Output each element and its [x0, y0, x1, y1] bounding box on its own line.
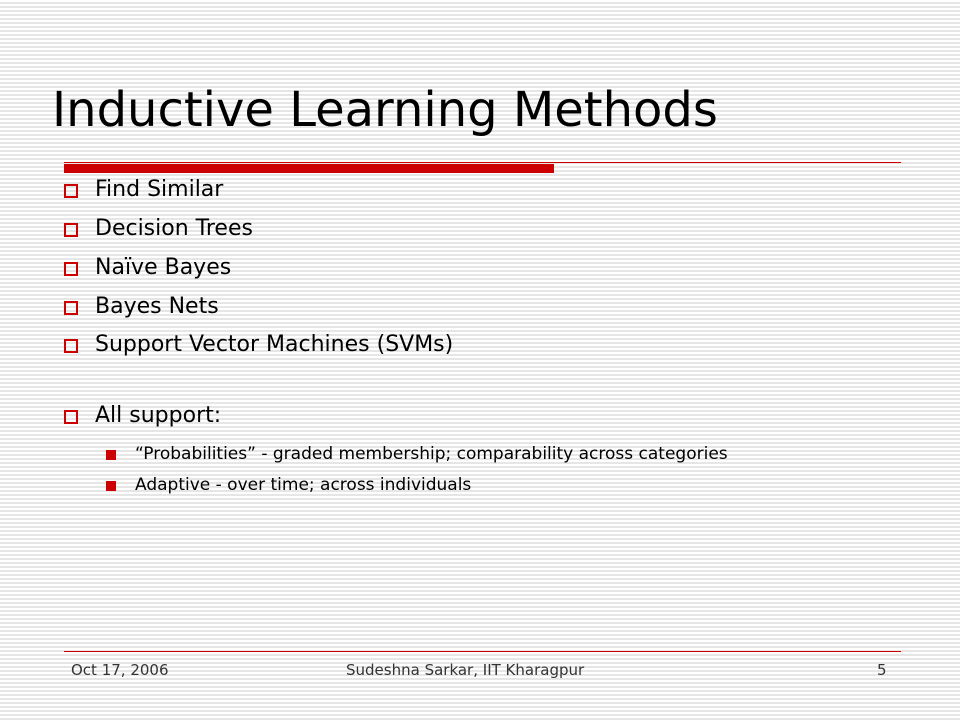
hollow-square-bullet-icon	[64, 410, 78, 424]
bullet-text: Support Vector Machines (SVMs)	[95, 332, 454, 357]
bullet-text: Bayes Nets	[95, 294, 219, 319]
bullet-text: Find Similar	[95, 177, 224, 202]
title-underline-thin	[64, 162, 901, 163]
hollow-square-bullet-icon	[64, 223, 78, 237]
footer-divider	[64, 651, 901, 652]
footer-date: Oct 17, 2006	[71, 661, 169, 679]
footer-author: Sudeshna Sarkar, IIT Kharagpur	[346, 661, 585, 679]
filled-square-bullet-icon	[106, 450, 116, 460]
bullet-text: Naïve Bayes	[95, 255, 232, 280]
bullet-text: Decision Trees	[95, 216, 253, 241]
title-underline-thick	[64, 164, 554, 173]
hollow-square-bullet-icon	[64, 184, 78, 198]
slide-title: Inductive Learning Methods	[52, 82, 718, 138]
hollow-square-bullet-icon	[64, 339, 78, 353]
hollow-square-bullet-icon	[64, 301, 78, 315]
hollow-square-bullet-icon	[64, 262, 78, 276]
sub-bullet-text: “Probabilities” - graded membership; comparability across categories	[135, 444, 728, 464]
sub-bullet-text: Adaptive - over time; across individuals	[135, 475, 472, 495]
page-number: 5	[877, 661, 887, 679]
summary-bullet-text: All support:	[95, 403, 222, 428]
filled-square-bullet-icon	[106, 481, 116, 491]
